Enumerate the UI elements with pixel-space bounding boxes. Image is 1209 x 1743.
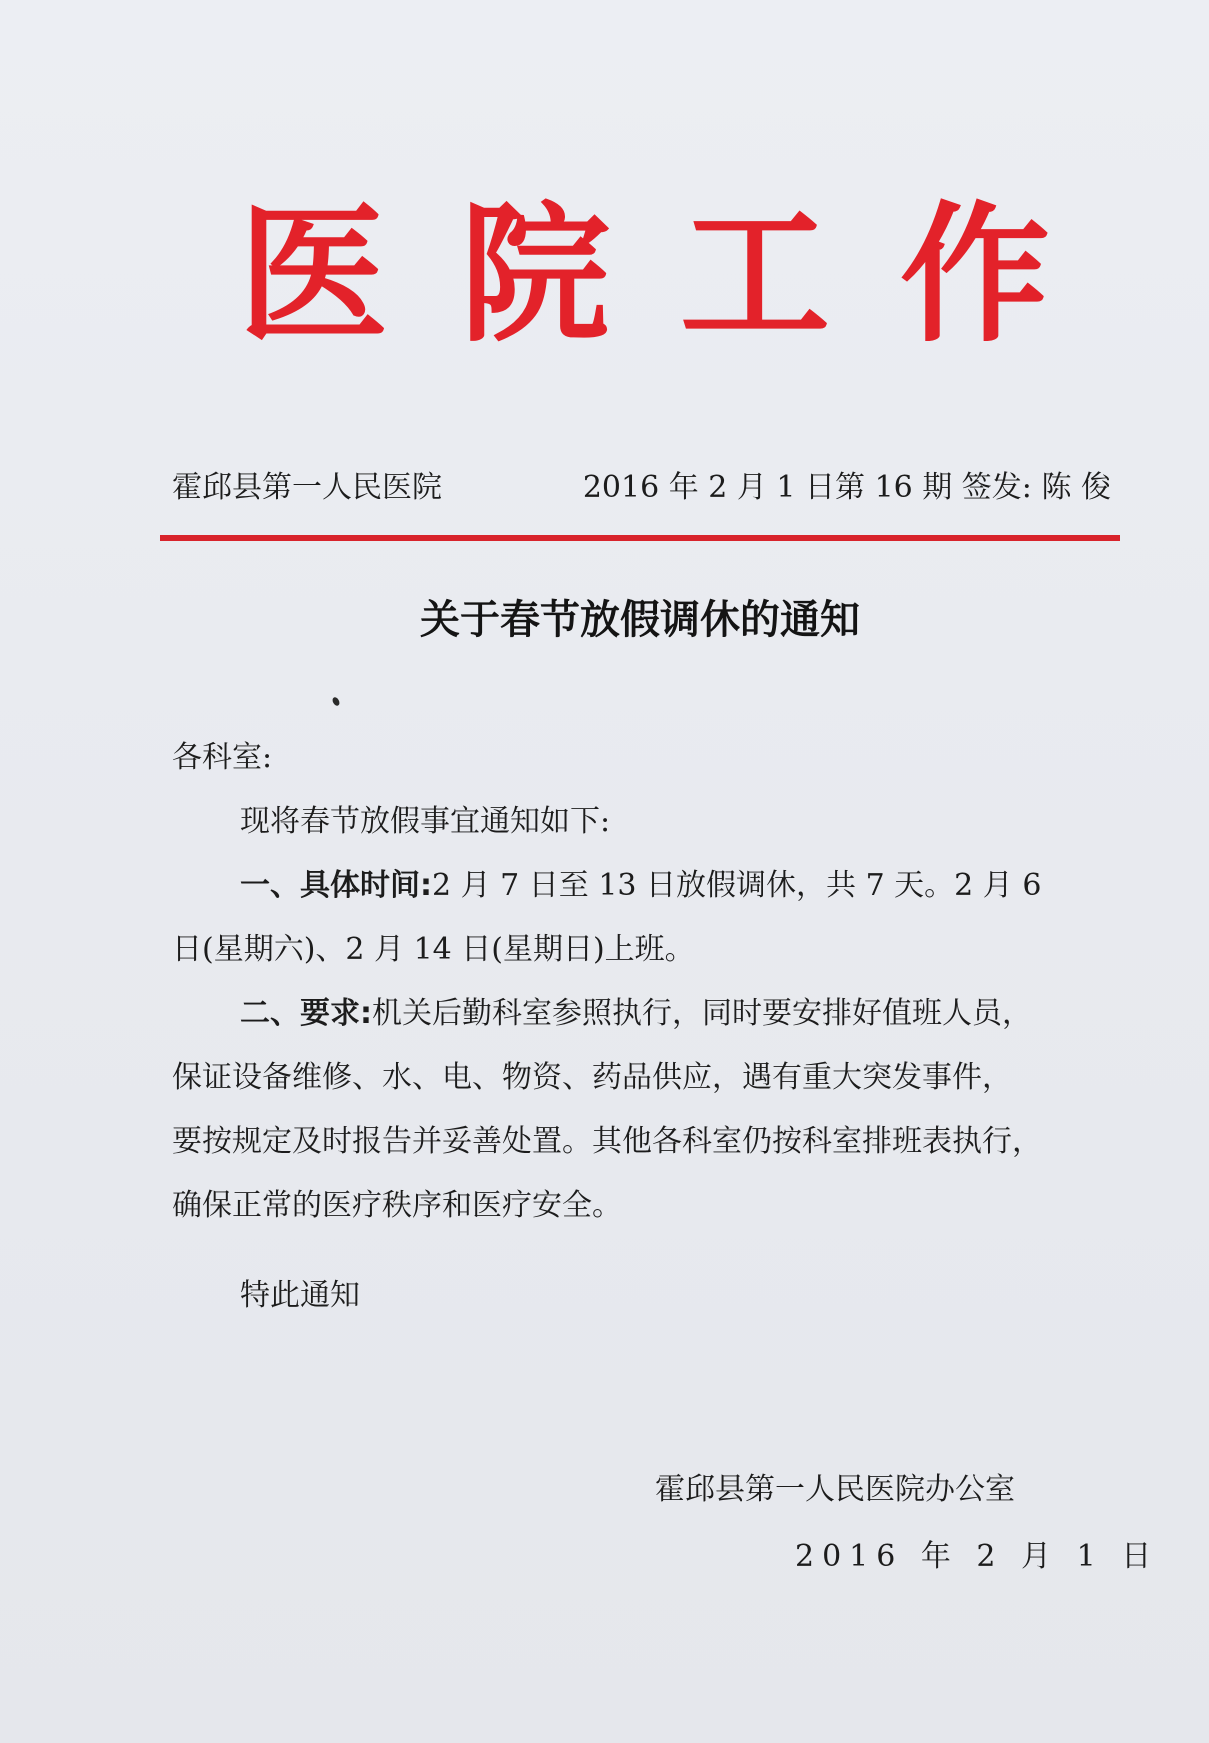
- masthead-char: 作: [900, 187, 1051, 363]
- masthead-char: 医: [238, 187, 389, 363]
- salutation: 各科室:: [172, 740, 273, 775]
- item1-line-continued: 日(星期六)、2 月 14 日(星期日)上班。: [172, 932, 695, 967]
- item2-text: 机关后勤科室参照执行，同时要安排好值班人员，: [372, 996, 1032, 1031]
- masthead: [0, 180, 1209, 370]
- notice-title: 关于春节放假调休的通知: [420, 597, 860, 643]
- red-divider-rule: [160, 535, 1120, 541]
- signature-organization: 霍邱县第一人民医院办公室: [655, 1472, 1015, 1507]
- closing-remark: 特此通知: [240, 1278, 360, 1313]
- item1-line: [240, 866, 1041, 906]
- intro-paragraph: 现将春节放假事宜通知如下:: [240, 804, 611, 839]
- issuer-name: 霍邱县第一人民医院: [172, 470, 442, 505]
- item2-line-continued: 要按规定及时报告并妥善处置。其他各科室仍按科室排班表执行，: [172, 1124, 1042, 1159]
- item2-line-continued: 保证设备维修、水、电、物资、药品供应，遇有重大突发事件，: [172, 1060, 1012, 1095]
- issue-info: 2016 年 2 月 1 日第 16 期 签发: 陈 俊: [582, 470, 1111, 505]
- item2-label: 二、要求:: [240, 996, 372, 1031]
- masthead-char: 院: [460, 187, 611, 363]
- signature-date: 2016 年 2 月 1 日: [795, 1539, 1160, 1574]
- item1-label: 一、具体时间:: [240, 868, 432, 903]
- masthead-char: 工: [680, 187, 831, 363]
- item2-line-continued: 确保正常的医疗秩序和医疗安全。: [172, 1188, 622, 1223]
- ink-speck: [331, 696, 341, 707]
- item2-line: [240, 994, 1032, 1034]
- item1-text: 2 月 7 日至 13 日放假调休，共 7 天。2 月 6: [432, 868, 1042, 903]
